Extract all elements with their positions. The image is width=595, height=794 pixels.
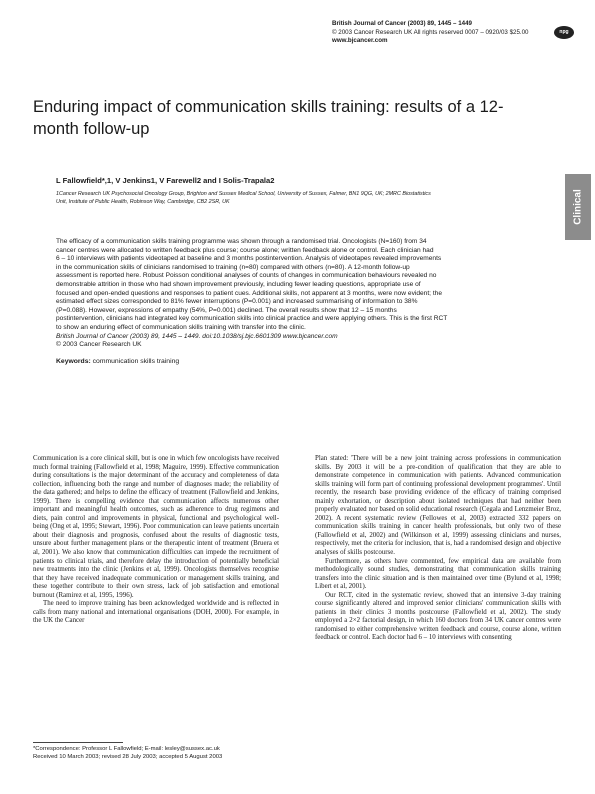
copyright-line: © 2003 Cancer Research UK All rights reserved 0007 – 0920/03 $25.00 [332,28,529,36]
abstract [56,238,534,350]
article-title: Enduring impact of communication skills training: results of a 12-month follow-up [33,98,504,138]
body-paragraph: The need to improve training has been acknowledged worldwide and is reflected in calls from many national and international organisations (DOH, 2000). For example, in the UK the Cancer [33,600,279,625]
body-column-right [315,455,561,643]
abstract-line: The efficacy of a communication skills training programme was shown through a randomised trial. Oncologists (N=160) from 34 [56,238,427,245]
abstract-line: postintervention, clinicians had integrated key communication skills into clinical practice and were applying others. This is the first RCT [56,315,448,323]
abstract-line: demonstrable attrition in those who had shown improvement previously, including fewer leading questions, appropriate use of [56,280,421,288]
keywords-value: communication skills training [92,358,180,365]
section-tab-label: Clinical [572,189,584,225]
body-column-left [33,455,279,626]
publisher-logo: npg [554,26,574,39]
received-dates: Received 10 March 2003; revised 28 July 2003; accepted 5 August 2003 [33,754,223,761]
affiliations [56,190,536,206]
abstract-line: assessment is reported here. Robust Poisson conditional analyses of counts of changes in communication behaviours revealed no [56,272,437,280]
abstract-line: focused and open-ended questions and responses to patient cues. Additional skills, not apparent at 3 months, were now evident; the [56,289,442,297]
body-paragraph: Plan stated: 'There will be a new joint training across professions in communication skills. By 2003 it will be a pre-condition of qualification that they are able to demonstrate competence in communication with patients. Advanced communication skills training will form part of continuing professional development programmes'. Until recently, the research base providing evidence of the efficacy of training comprised mainly exhortation, or description about isolated techniques that had neither been properly evaluated nor based on solid educational research (Cegala and Lenzmeier Broz, 2002). A recent systematic review (Fellowes et al, 2003) extracted 332 papers on communication skills training in cancer health professionals, but only two of these (Fallowfield et al, 2002) and (Wilkinson et al, 1999) assessing clinicians and nurses, respectively, met the criteria for inclusion, that is, had a randomised design and objective analyses of skills postcourse. [315,455,561,557]
body-paragraph: Furthermore, as others have commented, few empirical data are available from methodologically sound studies, demonstrating that communication skills training transfers into the clinic situation and is then maintained over time (Bylund et al, 1998; Libert et al, 2001). [315,557,561,591]
footnote-divider [33,742,123,743]
body-paragraph: Communication is a core clinical skill, but is one in which few oncologists have received much formal training (Fallowfield et al, 1998; Maguire, 1999). Effective communication during consultations is the major determinant of the accuracy and completeness of data collection, influencing both the range and number of diagnoses made; the reliability of the data gathered; and helps to define the efficacy of treatment (Fallowfield and Jenkins, 1999). There is compelling evidence that communication affects numerous other important and meaningful health outcomes, such as adherence to drug regimens and diets, pain control and improvements in physical, functional and psychological well-being (Ong et al, 1995; Stewart, 1996). Poor communication can leave patients uncertain about their diagnosis and prognosis, confused about the results of diagnostic tests, unsure about further management plans or the therapeutic intent of treatment (Bruera et al, 2001). We also know that communication difficulties can impede the recruitment of patients to clinical trials, and therefore delay the introduction of potentially beneficial new treatments into the clinic (Jenkins et al, 1999). Oncologists themselves recognise that they have received inadequate communication or management skills training, and these together contribute to their own stress, lack of job satisfaction and emotional burnout (Ramirez et al, 1995, 1996). [33,455,279,599]
abstract-line: (P=0.088). However, expressions of empathy (54%, P=0.001) declined. The overall results show that 12 – 15 months [56,306,397,314]
section-tab [565,174,591,240]
keywords-label: Keywords: [56,358,91,365]
abstract-line: estimated effect sizes corresponded to 81% fewer interruptions (P=0.001) and increased summarising of information to 38% [56,298,418,306]
affiliation-line: 1Cancer Research UK Psychosocial Oncology Group, Brighton and Sussex Medical School, University of Sussex, Falmer, BN1 9QG, UK; 2MRC Biostatistics [56,191,431,197]
journal-url[interactable]: www.bjcancer.com [332,37,388,44]
abstract-line: 6 – 10 interviews with patients videotaped at baseline and 3 months postintervention. Analysis of videotapes revealed improvements [56,255,442,263]
abstract-line: to show an enduring effect of communication skills training with transfer into the clinic. [56,323,306,331]
journal-header [332,20,547,46]
body-paragraph: Our RCT, cited in the systematic review, showed that an intensive 3-day training course significantly altered and improved senior clinicians' communication skills with patients in their clinics 3 months postcourse (Fallowfield et al, 2002). The study employed a 2×2 factorial design, in which 160 doctors from 34 UK cancer centres were randomised to either comprehensive written feedback and course, course alone, written feedback or control. Each doctor had 6 – 10 interviews with consenting [315,591,561,642]
abstract-line: in the communication skills of clinicians randomised to training (n=80) compared with others (n=80). A 12-month follow-up [56,263,410,271]
abstract-copyright: © 2003 Cancer Research UK [56,341,142,349]
abstract-line: cancer centres were allocated to written feedback plus course; course alone; written feedback alone or control. Each clinician had [56,246,434,254]
affiliation-line: Unit, Institute of Public Health, Robinson Way, Cambridge, CB2 2SR, UK [56,199,230,205]
abstract-citation: British Journal of Cancer (2003) 89, 1445 – 1449. doi:10.1038/sj.bjc.6601309 www.bjcancer.com [56,332,338,340]
author-list: L Fallowfield*,1, V Jenkins1, V Farewell2 and I Solis-Trapala2 [56,176,275,185]
keywords [56,358,534,365]
footnote [33,745,293,762]
correspondence-note: *Correspondence: Professor L Fallowfield; E-mail: lesley@sussex.ac.uk [33,746,220,752]
journal-citation: British Journal of Cancer (2003) 89, 1445 – 1449 [332,20,472,27]
